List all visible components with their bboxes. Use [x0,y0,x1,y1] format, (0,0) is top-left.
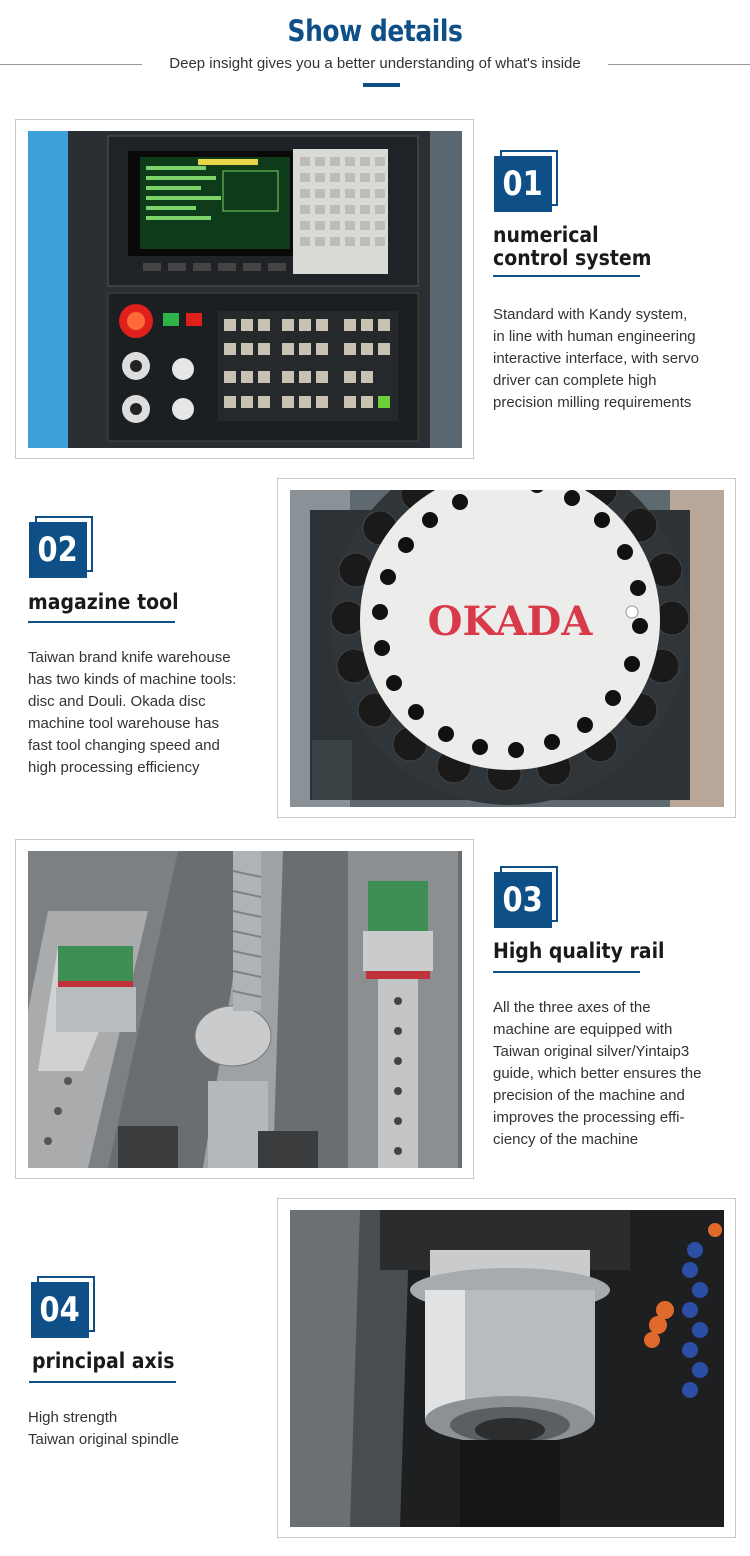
section-title-03: High quality rail [493,939,665,963]
section-underline-02 [28,621,175,623]
section-description-04: High strength Taiwan original spindle [28,1409,179,1448]
section-title-02: magazine tool [28,590,179,614]
section-number-badge-02: 02 [29,516,93,578]
spindle-photo [290,1210,724,1527]
okada-brand-text: OKADA [427,598,593,645]
section-underline-03 [493,971,640,973]
header-divider-right [608,64,750,65]
section-number-badge-01: 01 [494,150,558,212]
linear-guide-rail-photo [28,851,462,1168]
section-description-03: All the three axes of the machine are equipped with Taiwan original silver/Yintaip3 guide, which better ensures the precision of the machine and improves the processing effi- ciency of the machine [493,999,702,1148]
cnc-control-panel-photo [28,131,462,448]
section-description-01: Standard with Kandy system, in line with human engineering interactive interface, with servo driver can complete high precision milling requirements [493,306,699,411]
section-number-badge-03: 03 [494,866,558,928]
section-title-04: principal axis [32,1349,175,1373]
section-underline-01 [493,275,640,277]
section-underline-04 [29,1381,176,1383]
page-title: Show details [287,14,463,48]
tool-magazine-photo [290,490,724,807]
section-description-02: Taiwan brand knife warehouse has two kinds of machine tools: disc and Douli. Okada disc machine tool warehouse has fast tool changing speed and high processing efficiency [28,649,237,776]
section-title-01: numerical control system [493,223,652,270]
header-accent-bar [363,83,400,87]
page-subtitle: Deep insight gives you a better understanding of what's inside [169,55,581,72]
header-divider-left [0,64,142,65]
section-number-badge-04: 04 [31,1276,95,1338]
